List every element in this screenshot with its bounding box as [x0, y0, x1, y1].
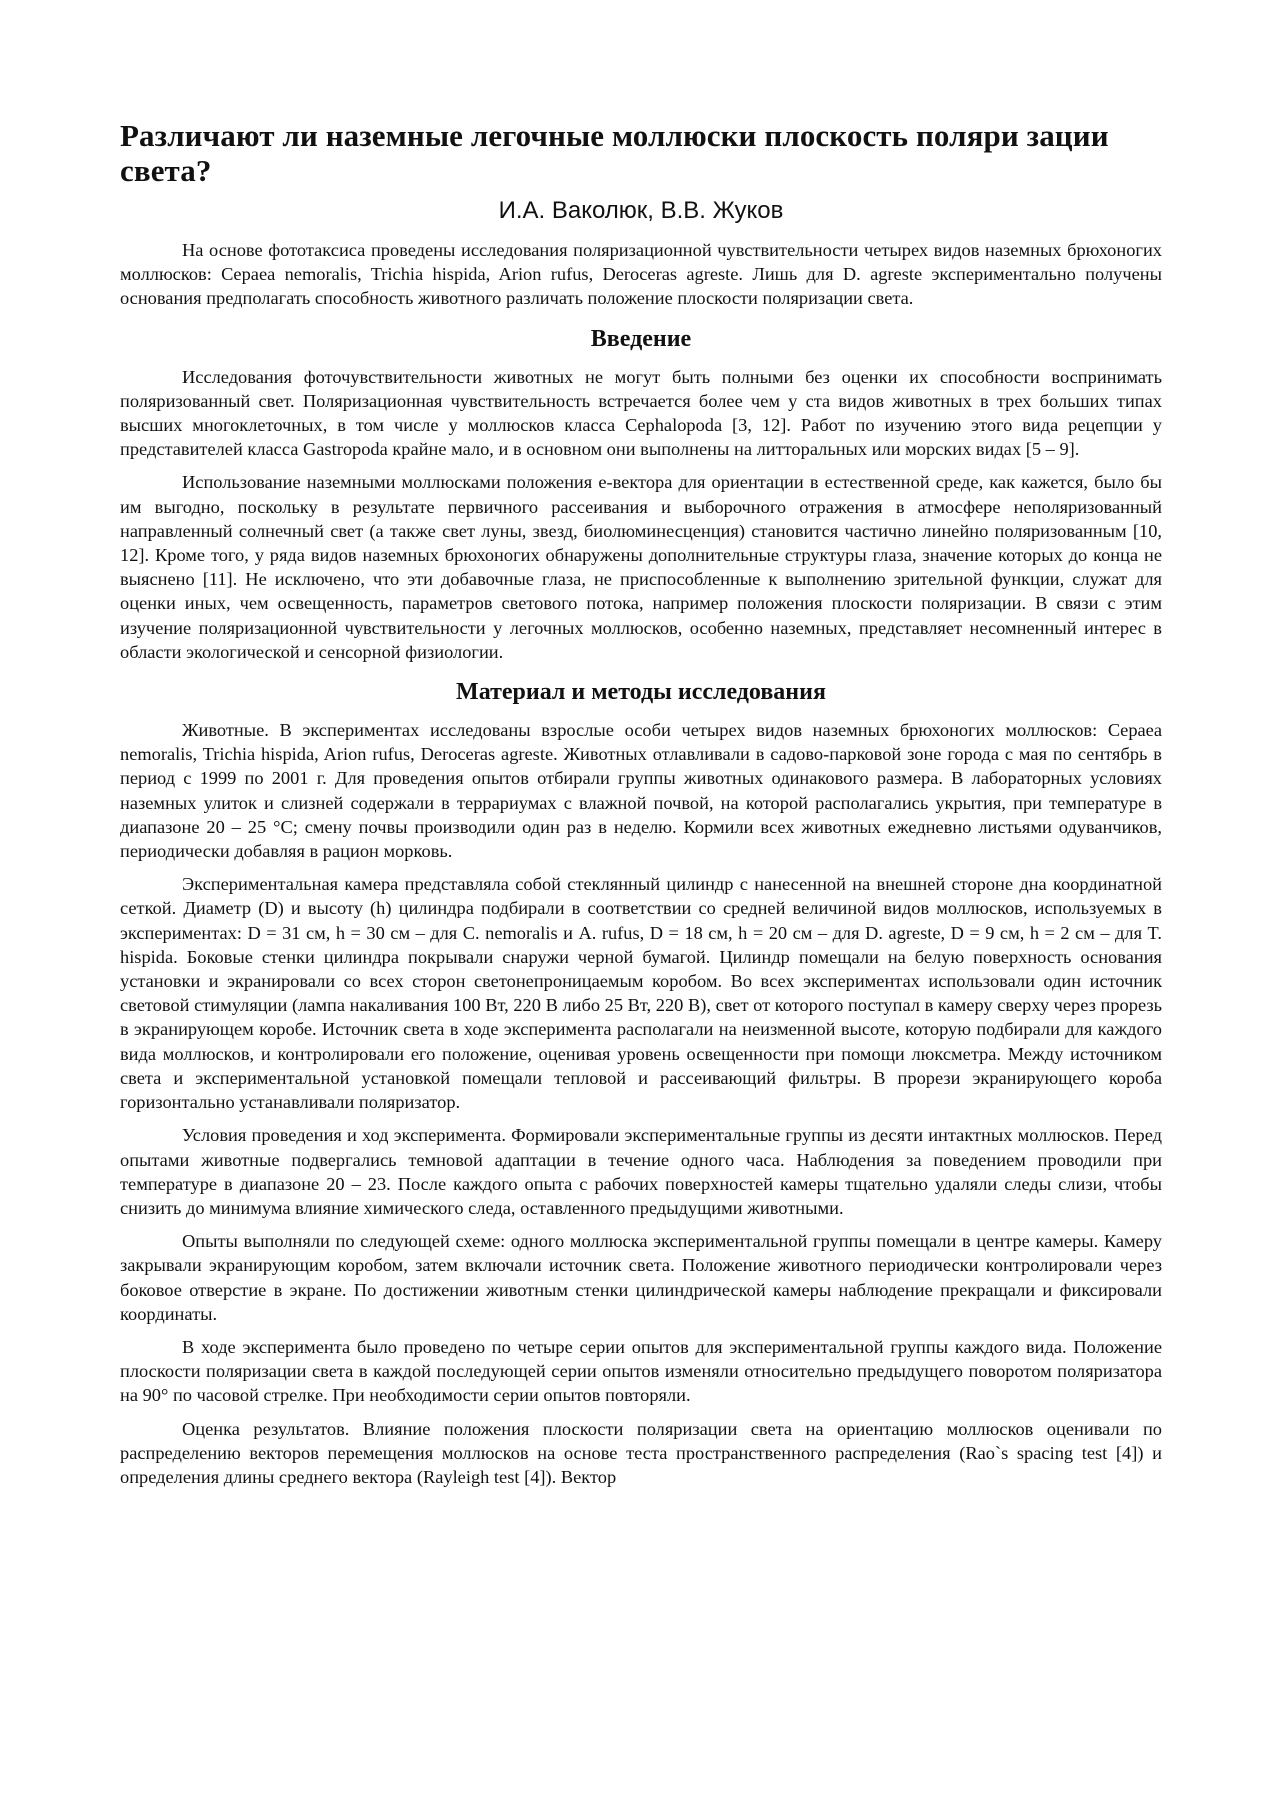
methods-paragraph-4: Опыты выполняли по следующей схеме: одного моллюска экспериментальной группы помещали в центре камеры. Камеру закрывали экранирующим коробом, затем включали источник света. Положение животного периодически контролировали через боковое отверстие в экране. По достижении животным стенки цилиндрической камеры наблюдение прекращали и фиксировали координаты.: [120, 1231, 1162, 1324]
methods-paragraph-5: В ходе эксперимента было проведено по четыре серии опытов для экспериментальной группы каждого вида. Положение плоскости поляризации света в каждой последующей серии опытов изменяли относительно предыдущего поворотом поляризатора на 90° по часовой стрелке. При необходимости серии опытов повторяли.: [120, 1336, 1162, 1406]
methods-paragraph-1: Животные. В экспериментах исследованы взрослые особи четырех видов наземных брюхоногих моллюсков: Cepaea nemoralis, Trichia hispida, Arion rufus, Deroceras agreste. Животных отлавливали в садово-парковой зоне города с мая по сентябрь в период с 1999 по 2001 г. Для проведения опытов отбирали группы животных одинакового размера. В лабораторных условиях наземных улиток и слизней содержали в террариумах с влажной почвой, на которой располагались укрытия, при температуре в диапазоне 20 – 25 °C; смену почвы производили один раз в неделю. Кормили всех животных ежедневно листьями одуванчиков, периодически добавляя в рацион морковь.: [120, 720, 1162, 862]
article-title: Различают ли наземные легочные моллюски плоскость поляри зации света?: [120, 118, 1109, 188]
article: [120, 118, 1162, 1498]
methods-paragraph-3: Условия проведения и ход эксперимента. Формировали экспериментальные группы из десяти интактных моллюсков. Перед опытами животные подвергались темновой адаптации в течение одного часа. Наблюдения за поведением проводили при температуре в диапазоне 20 – 23. После каждого опыта с рабочих поверхностей камеры тщательно удаляли следы слизи, чтобы снизить до минимума влияние химического следа, оставленного предыдущими животными.: [120, 1125, 1162, 1218]
section-heading-intro: Введение: [590, 325, 692, 352]
article-authors: И.А. Ваколюк, В.В. Жуков: [498, 197, 784, 224]
abstract-paragraph: На основе фототаксиса проведены исследования поляризационной чувствительности четырех видов наземных брюхоногих моллюсков: Cepaea nemoralis, Trichia hispida, Arion rufus, Deroceras agreste. Лишь для D. agreste экспериментально получены основания предполагать способность животного различать положение плоскости поляризации света.: [120, 240, 1162, 309]
methods-paragraph-6: Оценка результатов. Влияние положения плоскости поляризации света на ориентацию моллюсков оценивали по распределению векторов перемещения моллюсков на основе теста пространственного распределения (Rao`s spacing test [4]) и определения длины среднего вектора (Rayleigh test [4]). Вектор: [120, 1418, 1162, 1487]
methods-paragraph-2: Экспериментальная камера представляла собой стеклянный цилиндр с нанесенной на внешней стороне дна координатной сеткой. Диаметр (D) и высоту (h) цилиндра подбирали в соответствии со средней величиной видов моллюсков, используемых в экспериментах: D = 31 см, h = 30 см – для C. nemoralis и A. rufus, D = 18 см, h = 20 см – для D. agreste, D = 9 см, h = 2 см – для T. hispida. Боковые стенки цилиндра покрывали снаружи черной бумагой. Цилиндр помещали на белую поверхность основания установки и экранировали со всех сторон светонепроницаемым коробом. Во всех экспериментах использовали один источник световой стимуляции (лампа накаливания 100 Вт, 220 В либо 25 Вт, 220 В), свет от которого поступал в камеру сверху через прорезь в экранирующем коробе. Источник света в ходе эксперимента располагали на неизменной высоте, которую подбирали для каждого вида моллюсков, и контролировали его положение, оценивая уровень освещенности при помощи люксметра. Между источником света и экспериментальной установкой помещали тепловой и рассеивающий фильтры. В прорези экранирующего короба горизонтально устанавливали поляризатор.: [120, 874, 1162, 1113]
intro-paragraph-2: Использование наземными моллюсками положения e-вектора для ориентации в естественной среде, как кажется, было бы им выгодно, поскольку в результате первичного рассеивания и выборочного отражения в атмосфере неполяризованный направленный солнечный свет (а также свет луны, звезд, биолюминесценция) становится частично линейно поляризованным [10, 12]. Кроме того, у ряда видов наземных брюхоногих обнаружены дополнительные структуры глаза, значение которых до конца не выяснено [11]. Не исключено, что эти добавочные глаза, не приспособленные к выполнению зрительной функции, служат для оценки иных, чем освещенность, параметров светового потока, например положения плоскости поляризации. В связи с этим изучение поляризационной чувствительности у легочных моллюсков, особенно наземных, представляет несомненный интерес в области экологической и сенсорной физиологии.: [120, 472, 1162, 662]
intro-paragraph-1: Исследования фоточувствительности животных не могут быть полными без оценки их способности воспринимать поляризованный свет. Поляризационная чувствительность встречается более чем у ста видов животных в трех больших типах высших многоклеточных, в том числе у моллюсков класса Cephalopoda [3, 12]. Работ по изучению этого вида рецепции у представителей класса Gastropoda крайне мало, и в основном они выполнены на литторальных или морских видах [5 – 9].: [120, 366, 1162, 460]
section-heading-methods: Материал и методы исследования: [456, 679, 826, 706]
